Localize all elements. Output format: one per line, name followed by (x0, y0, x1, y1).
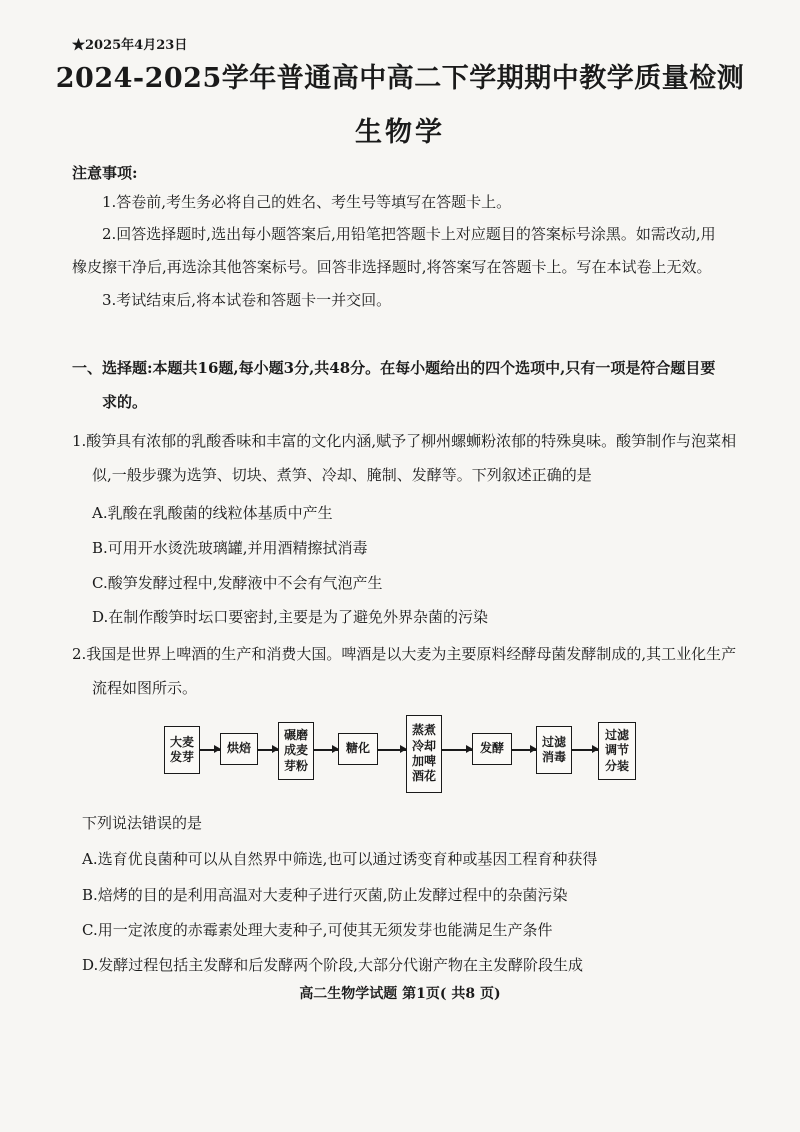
flow-arrow (512, 749, 536, 751)
flow-step-saccharification: 糖化 (338, 733, 378, 765)
section-heading: 一、选择题:本题共16题,每小题3分,共48分。在每小题给出的四个选项中,只有一项是符合题目要 (72, 359, 716, 377)
flow-arrow (258, 749, 278, 751)
notice-item: 3.考试结束后,将本试卷和答题卡一并交回。 (102, 291, 392, 309)
flow-arrow (200, 749, 220, 751)
exam-date: ★2025年4月23日 (72, 38, 188, 53)
q2-question: 下列说法错误的是 (82, 814, 203, 832)
notice-item: 2.回答选择题时,选出每小题答案后,用铅笔把答题卡上对应题目的答案标号涂黑。如需改动,用 (102, 225, 716, 243)
exam-title: 2024-2025学年普通高中高二下学期期中教学质量检测 (55, 63, 745, 94)
notice-heading: 注意事项: (72, 164, 138, 182)
q1-option-c: C.酸笋发酵过程中,发酵液中不会有气泡产生 (92, 574, 383, 592)
flow-step-boiling-hops: 蒸煮冷却加啤酒花 (406, 715, 442, 793)
flow-arrow (314, 749, 338, 751)
notice-item: 橡皮擦干净后,再选涂其他答案标号。回答非选择题时,将答案写在答题卡上。写在本试卷上无效。 (72, 258, 712, 276)
flow-step-barley-germination: 大麦发芽 (164, 726, 200, 774)
flow-step-milling: 碾磨成麦芽粉 (278, 722, 314, 780)
flow-step-filtration-packaging: 过滤调节分装 (598, 722, 636, 780)
q1-stem: 1.酸笋具有浓郁的乳酸香味和丰富的文化内涵,赋予了柳州螺蛳粉浓郁的特殊臭味。酸笋制作与泡菜相 (72, 432, 737, 450)
notice-item: 1.答卷前,考生务必将自己的姓名、考生号等填写在答题卡上。 (102, 193, 512, 211)
flow-step-fermentation: 发酵 (472, 733, 512, 765)
flow-arrow (378, 749, 406, 751)
q1-option-a: A.乳酸在乳酸菌的线粒体基质中产生 (92, 504, 333, 522)
q2-option-c: C.用一定浓度的赤霉素处理大麦种子,可使其无须发芽也能满足生产条件 (82, 921, 553, 939)
q1-option-b: B.可用开水烫洗玻璃罐,并用酒精擦拭消毒 (92, 539, 368, 557)
q2-option-d: D.发酵过程包括主发酵和后发酵两个阶段,大部分代谢产物在主发酵阶段生成 (82, 956, 584, 974)
q1-stem-cont: 似,一般步骤为选笋、切块、煮笋、冷却、腌制、发酵等。下列叙述正确的是 (92, 466, 592, 484)
exam-subject: 生物学 (355, 117, 445, 148)
q2-stem: 2.我国是世界上啤酒的生产和消费大国。啤酒是以大麦为主要原料经酵母菌发酵制成的,其工业化生产 (72, 645, 737, 663)
page-footer: 高二生物学试题 第1页( 共8 页) (299, 986, 501, 1002)
q2-option-b: B.焙烤的目的是利用高温对大麦种子进行灭菌,防止发酵过程中的杂菌污染 (82, 886, 568, 904)
flow-step-filtration-sterilization: 过滤消毒 (536, 726, 572, 774)
q1-option-d: D.在制作酸笋时坛口要密封,主要是为了避免外界杂菌的污染 (92, 608, 489, 626)
q2-option-a: A.选育优良菌种可以从自然界中筛选,也可以通过诱变育种或基因工程育种获得 (82, 850, 598, 868)
q2-stem-cont: 流程如图所示。 (92, 679, 198, 697)
flow-arrow (572, 749, 598, 751)
flow-arrow (442, 749, 472, 751)
section-heading-cont: 求的。 (102, 393, 148, 411)
flow-step-kilning: 烘焙 (220, 733, 258, 765)
